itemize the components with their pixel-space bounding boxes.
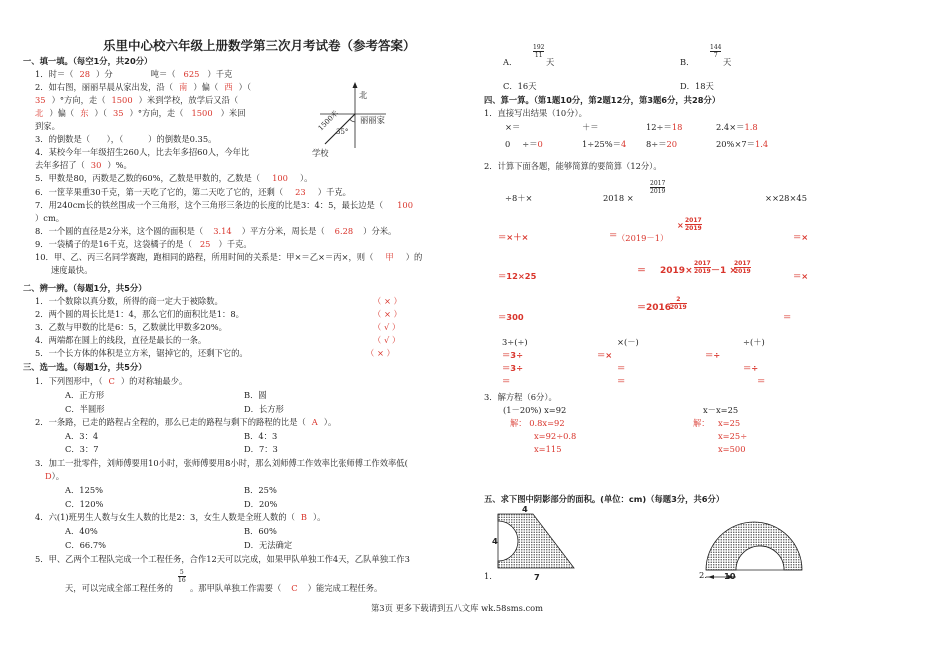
- choice-q1: 1．下列图形中，（ C ）的对称轴最少。: [35, 376, 188, 386]
- equation-1-step1: 解： 0.8x=92: [510, 418, 565, 428]
- judge-answer-3: （ √ ）: [373, 322, 401, 332]
- calc2-step1b: ＝12×25: [498, 271, 537, 281]
- equation-2-step3: x=500: [718, 444, 746, 454]
- top-option-b-unit: 天: [723, 57, 732, 67]
- calc2-step2b-fraction2: $\frac{2017}{2019}$: [734, 260, 751, 275]
- judge-answer-5: （ × ）: [366, 348, 395, 358]
- judge-answer-1: （ × ）: [373, 296, 402, 306]
- choice-q1-c: C．半圆形: [65, 404, 105, 414]
- judge-item-3: 3．乙数与甲数的比是6：5，乙数就比甲数多20%。: [35, 322, 227, 332]
- figure1-top-label: 4: [522, 504, 528, 514]
- calc2-step5c: ＝: [617, 376, 626, 386]
- calc2-expr4: 3÷(÷): [502, 337, 528, 347]
- figure2-number: 2.: [699, 570, 707, 580]
- top-option-a: A．: [503, 57, 518, 67]
- calc2-step3c: ＝: [783, 312, 792, 322]
- q1-10b: 速度最快。: [51, 265, 93, 275]
- choice-q2-c: C．3：7: [65, 444, 99, 454]
- q1-5: 5．甲数是80，丙数是乙数的60%，乙数是甲数的，乙数是（ 100 ）。: [35, 173, 313, 183]
- choice-q3-a: A．125%: [65, 485, 104, 495]
- q1-2c: 北 ）偏（ 东 ）（ 35 ）°方向，走（ 1500 ）米回: [35, 108, 246, 118]
- choice-q4-a: A．40%: [65, 526, 98, 536]
- calc2-expr6: ÷(＋): [743, 337, 765, 347]
- q1-2d: 到家。: [35, 121, 60, 131]
- judge-item-1: 1．一个数除以真分数，所得的商一定大于被除数。: [35, 296, 223, 306]
- choice-q5-line2b: 。那甲队单独工作需要（ C ）能完成工程任务。: [190, 583, 383, 593]
- calc2-step6a: ＝÷: [705, 350, 721, 360]
- q1-2: 2．如右图，丽丽早晨从家出发，沿（ 南 ）偏（ 西 ）（: [35, 82, 252, 92]
- top-option-a-fraction: $\frac{192}{11}$: [533, 44, 545, 59]
- q1-4: 4．某校今年一年级招生260人，比去年多招60人，今年比: [35, 147, 250, 157]
- choice-q1-d: D．长方形: [244, 404, 284, 414]
- calc2-step1a: ＝×＋×: [498, 232, 529, 242]
- equation-1-step2: x=92÷0.8: [534, 431, 577, 441]
- equation-2-step2: x=25÷: [718, 431, 748, 441]
- q1-6: 6．一筐苹果重30千克，第一天吃了它的，第二天吃了它的，还剩（ 23 ）千克。: [35, 187, 351, 197]
- choice-q5-line2: 天，可以完成全部工程任务的: [65, 583, 173, 593]
- calc-r1-a: ×＝: [505, 122, 521, 132]
- q1-1: 1．时＝（ 28 ）分 吨＝（ 625 ）千克: [35, 69, 233, 79]
- q1-9: 9．一袋橘子的是16千克，这袋橘子的是（ 25 ）千克。: [35, 239, 252, 249]
- calc2-expr2-fraction: $\frac{2017}{2019}$: [650, 180, 666, 195]
- choice-q3-c: C．120%: [65, 499, 104, 509]
- q1-4b: 去年多招了（ 30 ）%。: [35, 160, 132, 170]
- choice-q5: 5．甲、乙两个工程队完成一个工程任务，合作12天可以完成，如果甲队单独工作4天，乙队单独工作3: [35, 554, 410, 564]
- q1-8: 8．一个圆的直径是2分米，这个圆的面积是（ 3.14 ）平方分米，周长是（ 6.28 ）分米。: [35, 226, 397, 236]
- choice-q3-b: B．25%: [244, 485, 277, 495]
- calc-r2-a: 0 ÷＝0: [505, 139, 543, 149]
- page-footer: 第3页 更多下载请到五八文库 wk.58sms.com: [371, 603, 543, 613]
- choice-q5-fraction: $\frac{5}{16}$: [178, 569, 186, 584]
- top-option-c: C．16天: [503, 81, 537, 91]
- section1-heading: 一、填一填。（每空1分，共20分）: [23, 56, 153, 66]
- choice-q2-b: B．4：3: [244, 431, 278, 441]
- q1-7b: ）cm。: [35, 213, 65, 223]
- q1-3: 3．的倒数是（ ），（ ）的倒数是0.35。: [35, 134, 217, 144]
- figure2-bottom-label: 10: [724, 571, 736, 581]
- calc2-step2a-eq: ＝: [609, 230, 618, 240]
- calc-r2-c: 8÷＝20: [646, 139, 678, 149]
- calc2-step2c-fraction: $\frac{2}{2019}$: [670, 296, 687, 311]
- judge-answer-2: （ × ）: [373, 309, 402, 319]
- choice-q1-a: A．正方形: [65, 390, 105, 400]
- calc2-step2b-b: －1 ×: [711, 266, 737, 276]
- map-school-label: 学校: [312, 148, 329, 158]
- calc2-step2a-fraction: × 2017 2019: [677, 217, 702, 232]
- section4-heading: 四、算一算。（第1题10分，第2题12分，第3题6分，共28分）: [484, 95, 721, 105]
- calc2-step5b: ＝: [617, 363, 626, 373]
- calc2-step5a: ＝×: [597, 350, 613, 360]
- calc2-step3a: ＝×: [793, 232, 809, 242]
- shaded-figure-1: [488, 506, 578, 576]
- equation-2: x－x=25: [703, 405, 739, 415]
- top-option-b-fraction: $\frac{144}{7}$: [710, 44, 722, 59]
- calc2-step1c: ＝300: [498, 312, 524, 322]
- figure1-bottom-label: 7: [534, 572, 540, 582]
- calc-r2-b: 1÷25%＝4: [582, 139, 627, 149]
- equation-1-step3: x=115: [534, 444, 562, 454]
- choice-q2-d: D．7：3: [244, 444, 278, 454]
- choice-q2: 2．一条路，已走的路程占全程的，那么已走的路程与剩下的路程的比是（ A ）。: [35, 417, 337, 427]
- calc2-step4c: ＝: [502, 376, 511, 386]
- choice-q3: 3．加工一批零件，刘师傅要用10小时，张师傅要用8小时，那么刘师傅工作效率比张师傅工作效率低(: [35, 458, 408, 468]
- calc2-expr2: 2018 ×: [603, 193, 634, 203]
- calc-r1-c: 12÷＝18: [646, 122, 683, 132]
- equation-1: (1－20%) x=92: [503, 405, 567, 415]
- calc2-step6b: ＝÷: [743, 363, 759, 373]
- calc-r1-d: 2.4×＝1.8: [716, 122, 758, 132]
- choice-q2-a: A．3：4: [65, 431, 99, 441]
- calc2-step4a: ＝3÷: [502, 350, 524, 360]
- calc2-step2b: ＝ 2019×: [637, 266, 693, 276]
- map-north-label: 北: [359, 90, 368, 100]
- q1-2b: 35 ）°方向，走（ 1500 ）米到学校，放学后又沿（: [35, 95, 239, 105]
- map-angle-label: 35°: [336, 128, 349, 136]
- judge-item-2: 2．两个圆的周长比是1：4，那么它们的面积比是1：8。: [35, 309, 244, 319]
- judge-answer-4: （ √ ）: [373, 335, 401, 345]
- calc-r1-b: ＋＝: [582, 122, 599, 132]
- top-option-d: D．18天: [680, 81, 714, 91]
- calc-q2: 2．计算下面各题，能够简算的要简算（12分）。: [484, 161, 662, 171]
- calc2-step2b-fraction1: $\frac{2017}{2019}$: [694, 260, 711, 275]
- map-distance-label: 1500米: [316, 109, 340, 133]
- choice-q4-c: C．66.7%: [65, 540, 107, 550]
- top-option-a-unit: 天: [546, 57, 555, 67]
- calc-q1: 1．直接写出结果（10分）。: [484, 108, 587, 118]
- choice-q4-b: B．60%: [244, 526, 277, 536]
- calc2-expr1: ÷8＋×: [505, 193, 533, 203]
- q1-7: 7．用240cm长的铁丝围成一个三角形，这个三角形三条边的长度的比是3：4：5，最长边是（ 100: [35, 200, 413, 210]
- shaded-figure-2: [700, 506, 810, 586]
- map-home-label: 丽丽家: [360, 115, 385, 125]
- calc2-step3b: ＝×: [793, 271, 809, 281]
- figure1-left-label: 4: [492, 536, 498, 546]
- calc2-step6c: ＝: [757, 376, 766, 386]
- section5-heading: 五、求下图中阴影部分的面积。(单位：cm)（每题3分，共6分）: [484, 494, 725, 504]
- equation-2-solve: 解：: [693, 418, 710, 428]
- figure1-number: 1.: [484, 571, 492, 581]
- page-title: 乐里中心校六年级上册数学第三次月考试卷（参考答案）: [103, 38, 416, 53]
- calc2-step2a-b: （2019－1）: [617, 233, 669, 243]
- calc2-expr3: ××28×45: [765, 193, 807, 203]
- top-option-b: B．: [680, 57, 695, 67]
- choice-q3-d: D．20%: [244, 499, 278, 509]
- section2-heading: 二、辨一辨。（每题1分，共5分）: [23, 283, 147, 293]
- calc-r2-d: 20%×7＝1.4: [716, 139, 769, 149]
- section3-heading: 三、选一选。（每题1分，共5分）: [23, 362, 147, 372]
- judge-item-5: 5．一个长方体的体积是立方米，锯掉它的，还剩下它的。: [35, 348, 248, 358]
- calc-q3: 3．解方程（6分）。: [484, 392, 557, 402]
- choice-q3-answer: D）。: [45, 471, 65, 481]
- calc2-step4b: ＝3÷: [502, 363, 524, 373]
- choice-q1-b: B．圆: [244, 390, 267, 400]
- choice-q4-d: D．无法确定: [244, 540, 293, 550]
- equation-2-step1: x=25: [718, 418, 741, 428]
- judge-item-4: 4．两端都在圆上的线段，直径是最长的一条。: [35, 335, 207, 345]
- calc2-expr5: ×(－): [617, 337, 639, 347]
- q1-10: 10．甲、乙、丙三名同学赛跑，跑相同的路程，所用时间的关系是：甲×＝乙×＝丙×，则（ 甲 ）的: [35, 252, 423, 262]
- choice-q4: 4．六(1)班男生人数与女生人数的比是2：3，女生人数是全班人数的（ B ）。: [35, 512, 326, 522]
- calc2-step2c: ＝2016: [637, 303, 672, 313]
